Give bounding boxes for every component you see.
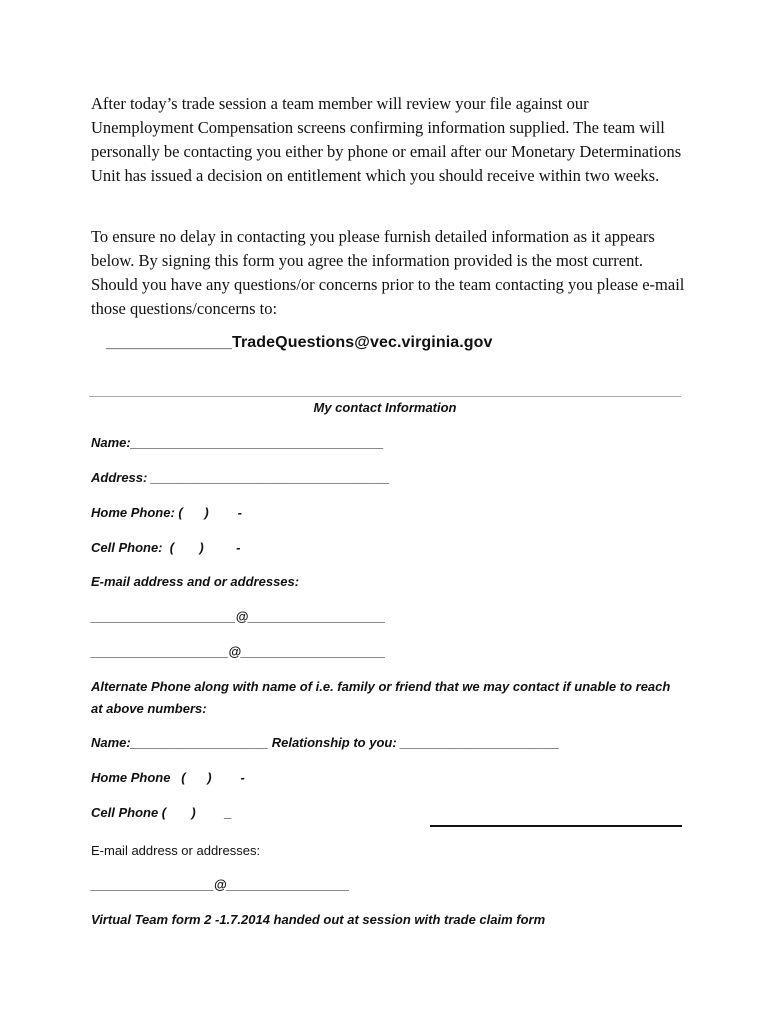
- alt-email-field[interactable]: _________________@_________________: [91, 877, 350, 892]
- cell-phone-field[interactable]: Cell Phone: ( ) -: [91, 540, 241, 555]
- intro-paragraph-1: After today’s trade session a team member will review your file against our Unemployment Compensation screens confirming information supplied. The team will personally be contacting you either by phone or email after our Monetary Determinations Unit has issued a decision on entitlement which you should receive within two weeks.: [91, 94, 682, 185]
- alt-home-phone-field[interactable]: Home Phone ( ) -: [91, 770, 245, 785]
- name-field[interactable]: Name:___________________________________: [91, 435, 384, 450]
- trade-questions-email[interactable]: ______________TradeQuestions@vec.virginia.gov: [106, 334, 493, 351]
- alternate-contact-label: Alternate Phone along with name of i.e. family or friend that we may contact if unable to reach at above numbers:: [91, 679, 671, 716]
- form-footer-note: Virtual Team form 2 -1.7.2014 handed out at session with trade claim form: [91, 912, 546, 927]
- alt-name-relationship-field[interactable]: Name:___________________ Relationship to you: ______________________: [91, 735, 560, 750]
- email-label: E-mail address and or addresses:: [91, 574, 300, 589]
- cell-phone-underline: [430, 825, 682, 827]
- alt-email-label: E-mail address or addresses:: [91, 843, 261, 858]
- alt-cell-phone-field[interactable]: Cell Phone ( ) _: [91, 805, 232, 820]
- address-field[interactable]: Address: _________________________________: [91, 470, 390, 485]
- section-divider: [89, 396, 681, 397]
- intro-paragraph-2: To ensure no delay in contacting you please furnish detailed information as it appears below. By signing this form you agree the information provided is the most current. Should you have any questions/or concerns prior to the team contacting you please e-mail those questions/concerns to:: [91, 227, 685, 318]
- email-field-1[interactable]: ____________________@___________________: [91, 609, 386, 624]
- email-field-2[interactable]: ___________________@____________________: [91, 644, 386, 659]
- home-phone-field[interactable]: Home Phone: ( ) -: [91, 505, 242, 520]
- section-title: My contact Information: [313, 400, 457, 415]
